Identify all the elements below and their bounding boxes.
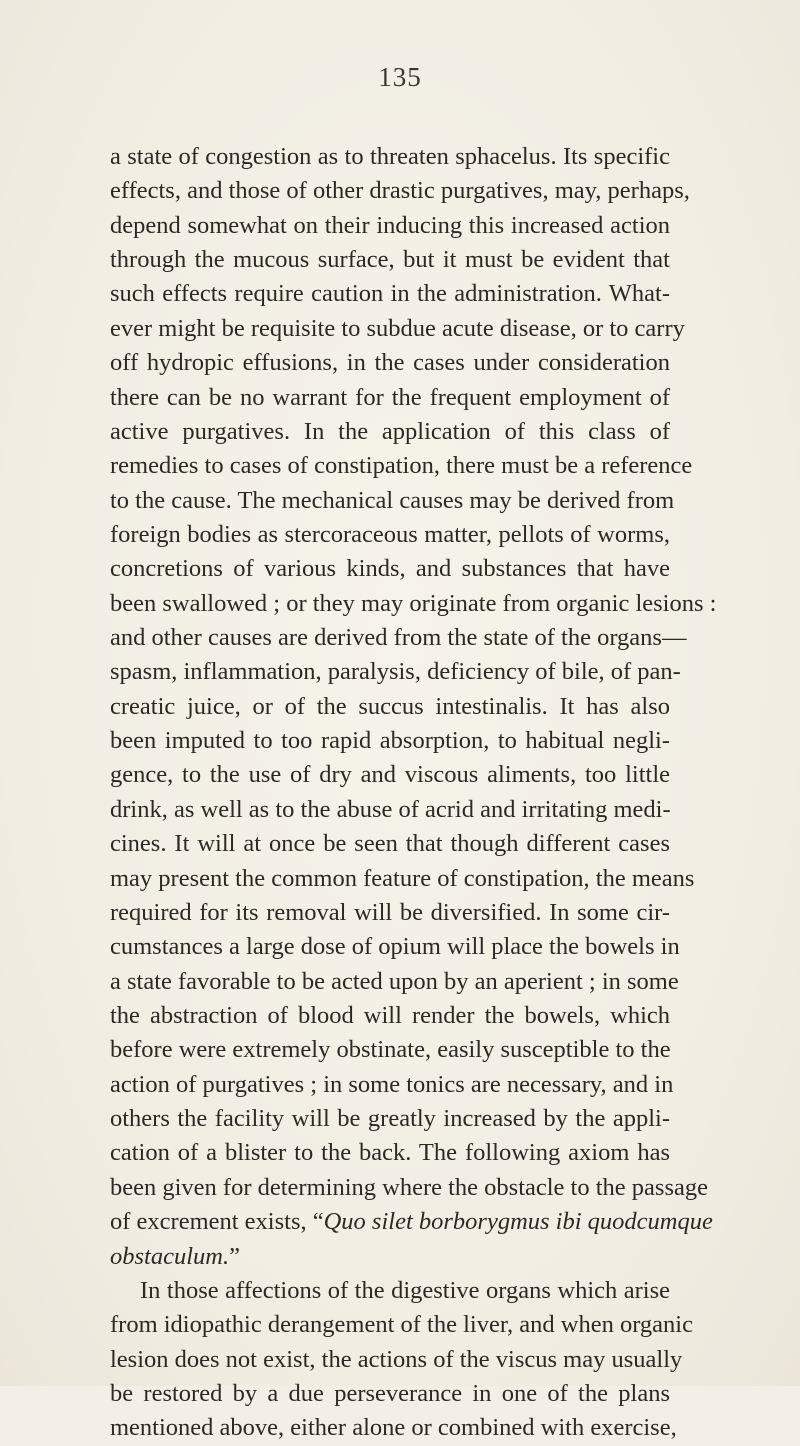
text-line: depend somewhat on their inducing this increased action [110,211,670,239]
text-line: concretions of various kinds, and substances that have [110,555,670,583]
text-line: cation of a blister to the back. The following axiom has [110,1139,670,1167]
text-line: been given for determining where the obstacle to the passage [110,1173,708,1201]
text-line: been swallowed ; or they may originate from organic lesions : [110,589,717,617]
paragraph-2-line: In those affections of the digestive organs which arise [140,1276,670,1304]
text-line: creatic juice, or of the succus intestinalis. It has also [110,692,670,720]
body-text [110,140,717,1446]
text-line: the abstraction of blood will render the bowels, which [110,1001,670,1029]
quote-line [110,1205,713,1239]
text-line: cumstances a large dose of opium will place the bowels in [110,933,680,961]
paragraph-2-line: be restored by a due perseverance in one of the plans [110,1379,670,1407]
text-line: before were extremely obstinate, easily susceptible to the [110,1036,671,1064]
quote-close: ” [229,1242,240,1270]
text-line: may present the common feature of constipation, the means [110,864,695,892]
latin-axiom: Quo silet borborygmus ibi quodcumque [323,1208,713,1236]
latin-axiom-end: obstaculum. [110,1242,230,1270]
text-line: there can be no warrant for the frequent employment of [110,383,670,411]
text-line: gence, to the use of dry and viscous aliments, too little [110,761,670,789]
quote-prefix: of excrement exists, “ [110,1208,324,1236]
text-line: been imputed to too rapid absorption, to habitual negli- [110,727,670,755]
paragraph-2-line: from idiopathic derangement of the liver, and when organic [110,1311,693,1339]
text-line: others the facility will be greatly increased by the appli- [110,1105,670,1133]
text-line: active purgatives. In the application of this class of [110,417,670,445]
text-line: spasm, inflammation, paralysis, deficiency of bile, of pan- [110,658,681,686]
text-line: drink, as well as to the abuse of acrid and irritating medi- [110,795,671,823]
text-line: foreign bodies as stercoraceous matter, pellots of worms, [110,520,670,548]
page-number: 135 [378,62,422,92]
text-line: remedies to cases of constipation, there must be a reference [110,452,693,480]
text-line: through the mucous surface, but it must be evident that [110,246,670,274]
text-line: action of purgatives ; in some tonics are necessary, and in [110,1070,674,1098]
text-line: a state of congestion as to threaten sphacelus. Its specific [110,143,670,170]
text-line: effects, and those of other drastic purgatives, may, perhaps, [110,177,690,205]
text-line: required for its removal will be diversified. In some cir- [110,898,670,926]
text-line: ever might be requisite to subdue acute disease, or to carry [110,314,685,342]
text-line: to the cause. The mechanical causes may be derived from [110,486,675,514]
text-line: and other causes are derived from the state of the organs— [110,624,687,652]
text-line: cines. It will at once be seen that though different cases [110,830,670,858]
quote-end-line [110,1240,670,1274]
text-line: off hydropic effusions, in the cases under consideration [110,349,670,377]
text-line: such effects require caution in the administration. What- [110,280,670,308]
paragraph-2-line: lesion does not exist, the actions of the viscus may usually [110,1345,683,1373]
text-line: a state favorable to be acted upon by an aperient ; in some [110,967,679,995]
paragraph-2-line: mentioned above, either alone or combined with exercise, [110,1414,677,1442]
